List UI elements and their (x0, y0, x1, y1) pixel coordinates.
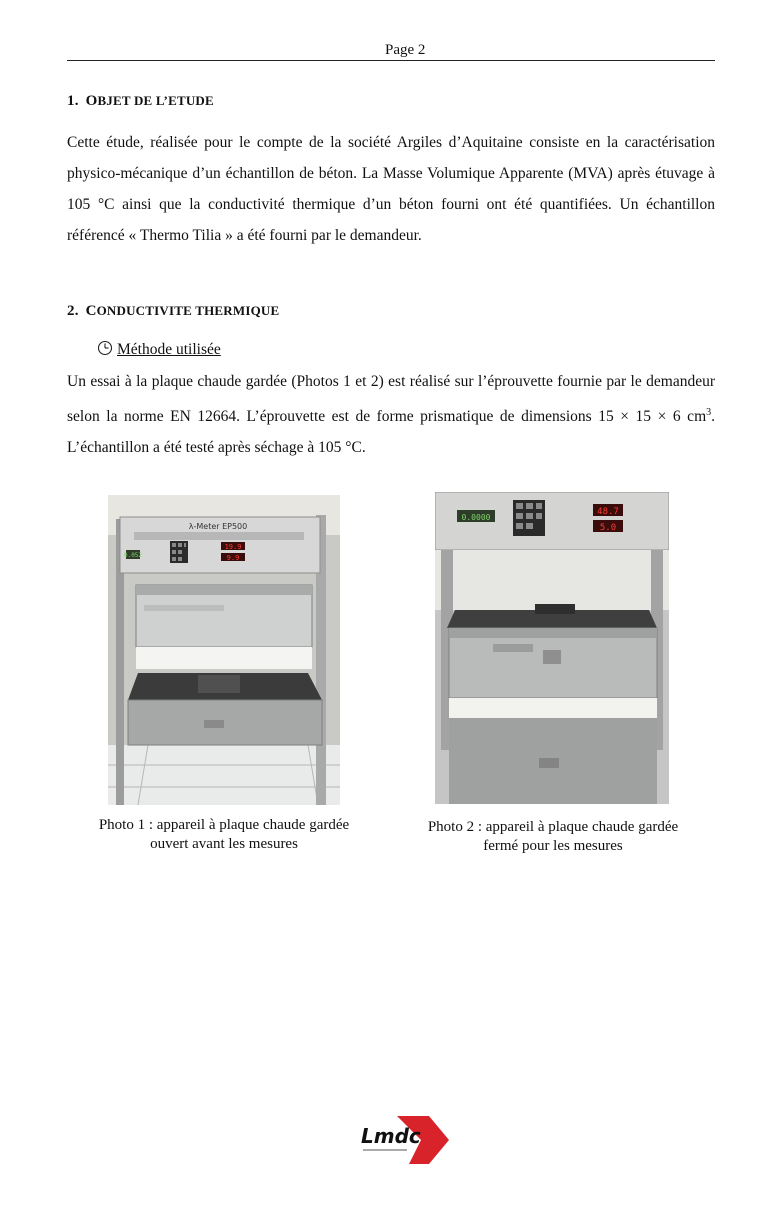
photo-2-readout-bottom: 5.0 (599, 523, 617, 533)
photo-1-readout-top: 19.9 (224, 543, 242, 551)
section-2-paragraph-main: Un essai à la plaque chaude gardée (Photos 1 et 2) est réalisé sur l’éprouvette fournie par le demandeur selon la norme EN 12664. L’éprouvette est de forme prismatique de dimensions 15 × 15 × 6 cm (67, 373, 715, 426)
photo-2-caption-line-2: fermé pour les mesures (483, 838, 623, 854)
photo-1-readout-bottom: 9.9 (226, 554, 240, 562)
section-2-title-rest: ONDUCTIVITE THERMIQUE (96, 303, 280, 318)
section-2-paragraph (67, 366, 715, 463)
photo-1-open-apparatus (108, 495, 340, 805)
photo-2-readout-top: 48.7 (597, 507, 619, 517)
photo-2-caption (398, 818, 708, 856)
photo-1-caption-line-2: ouvert avant les mesures (150, 836, 298, 852)
photo-1-device-label: λ-Meter EP500 (188, 522, 248, 531)
photo-2-caption-line-1: Photo 2 : appareil à plaque chaude gardée (427, 819, 679, 835)
photo-1-lcd-value: 0.052 (123, 552, 143, 559)
section-2-number: 2. (67, 303, 79, 319)
method-label: Méthode utilisée (117, 341, 221, 358)
photo-1-caption (70, 816, 378, 854)
section-2-heading (67, 303, 279, 320)
section-2-title-initial: C (85, 303, 97, 319)
section-1-title-initial: O (85, 93, 98, 109)
photo-2-lcd-value: 0.0000 (461, 513, 491, 522)
clock-icon (96, 340, 114, 356)
page-number: Page 2 (385, 42, 426, 58)
photo-1-caption-line-1: Photo 1 : appareil à plaque chaude gardée (98, 817, 350, 833)
section-1-paragraph: Cette étude, réalisée pour le compte de la société Argiles d’Aquitaine consiste en la caractérisation physico-mécanique d’un échantillon de béton. La Masse Volumique Apparente (MVA) après étuvage à 105 °C ainsi que la conductivité thermique d’un béton fourni ont été quantifiées. Un échantillon référencé « Thermo Tilia » a été fourni par le demandeur. (67, 134, 715, 244)
section-1-title-rest: BJET DE L’ETUDE (97, 93, 214, 108)
page-header (67, 40, 715, 61)
lmdc-logo (357, 1110, 449, 1170)
cubic-superscript: 3 (706, 407, 712, 418)
section-1-number: 1. (67, 93, 79, 109)
photo-2-closed-apparatus (435, 492, 669, 804)
logo-text: Lmdc (361, 1124, 421, 1148)
section-1-heading (67, 93, 214, 110)
section-2-paragraph-tail: . L’échantillon a été testé après séchage à 105 °C. (67, 408, 715, 457)
method-subheading (96, 340, 221, 359)
